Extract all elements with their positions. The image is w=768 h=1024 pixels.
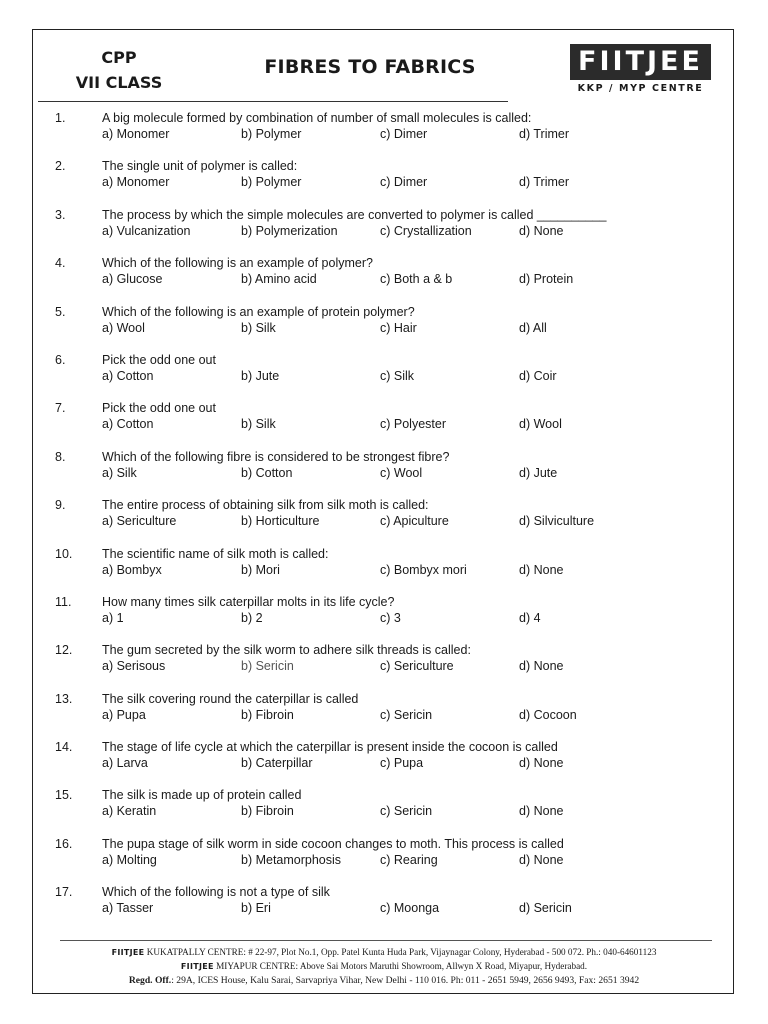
question-text: Which of the following is an example of polymer? [102, 256, 373, 271]
answer-option: d) None [519, 756, 564, 771]
question-number: 11. [55, 594, 72, 609]
question-item [0, 787, 768, 835]
fiitjee-logo: FIITJEE [570, 44, 711, 80]
logo-subtitle: KKP / MYP CENTRE [577, 83, 704, 94]
answer-option: d) Trimer [519, 127, 569, 141]
question-item [0, 352, 768, 400]
answer-option: b) Mori [241, 562, 280, 577]
answer-option: d) All [519, 320, 547, 335]
question-item [0, 594, 768, 642]
question-text: The process by which the simple molecules are converted to polymer is called __________ [102, 207, 607, 222]
answer-option: b) Silk [241, 320, 276, 335]
footer-kukatpally [36, 947, 732, 957]
question-item [0, 884, 768, 932]
answer-option: b) Sericin [241, 659, 294, 674]
question-number: 13. [55, 691, 73, 706]
question-number: 10. [55, 546, 73, 561]
answer-option: c) Dimer [380, 127, 428, 141]
answer-option: b) Fibroin [241, 707, 294, 722]
answer-option: a) Tasser [102, 901, 154, 916]
question-number: 17. [55, 885, 73, 900]
question-item [0, 642, 768, 690]
answer-option: c) Pupa [380, 756, 424, 771]
question-list [0, 110, 768, 933]
answer-option: d) Sericin [519, 901, 572, 916]
answer-option: d) Silviculture [519, 514, 595, 529]
question-number: 2. [55, 159, 66, 174]
question-number: 3. [55, 207, 66, 222]
question-item [0, 110, 768, 158]
answer-option: a) Keratin [102, 804, 157, 819]
answer-option: b) Polymerization [241, 223, 338, 238]
answer-option: b) Horticulture [241, 514, 320, 529]
question-text: A big molecule formed by combination of number of small molecules is called: [102, 111, 532, 125]
answer-option: a) Vulcanization [102, 223, 191, 238]
question-item [0, 255, 768, 303]
question-text: Pick the odd one out [102, 401, 216, 416]
question-item [0, 739, 768, 787]
question-item [0, 836, 768, 884]
answer-option: d) None [519, 659, 564, 674]
question-number: 6. [55, 352, 66, 367]
answer-option: c) Moonga [380, 901, 440, 916]
answer-option: d) Trimer [519, 175, 569, 190]
question-text: The scientific name of silk moth is called: [102, 546, 329, 561]
answer-option: d) Jute [519, 465, 558, 480]
question-text: The pupa stage of silk worm in side cocoon changes to moth. This process is called [102, 836, 564, 851]
question-text: The entire process of obtaining silk from silk moth is called: [102, 498, 429, 513]
question-item [0, 207, 768, 255]
answer-option: c) Wool [380, 465, 423, 480]
question-number: 16. [55, 836, 73, 851]
answer-option: d) Wool [519, 417, 562, 432]
answer-option: a) Sericulture [102, 514, 177, 529]
answer-option: a) Wool [102, 320, 145, 335]
answer-option: a) Bombyx [102, 562, 162, 577]
answer-option: b) Jute [241, 368, 280, 383]
footer-regd-office [36, 975, 732, 986]
answer-option: b) Cotton [241, 465, 293, 480]
question-item [0, 304, 768, 352]
question-number: 15. [55, 788, 73, 803]
footer-regd-label: Regd. Off. [128, 975, 172, 986]
answer-option: b) Silk [241, 417, 276, 432]
answer-option: d) None [519, 804, 564, 819]
footer-kukatpally-address: KUKATPALLY CENTRE: # 22-97, Plot No.1, Opp. Patel Kunta Huda Park, Vijaynagar Colony, Hyderabad - 500 072. Ph.: 040-64601123 [146, 947, 657, 957]
answer-option: c) Bombyx mori [380, 562, 467, 577]
answer-option: a) Glucose [102, 272, 163, 287]
header-divider [38, 101, 508, 102]
answer-option: c) Both a & b [380, 272, 453, 287]
question-text: The stage of life cycle at which the caterpillar is present inside the cocoon is called [102, 740, 558, 755]
answer-option: d) Coir [519, 368, 557, 383]
question-number: 4. [55, 256, 66, 271]
question-text: The silk is made up of protein called [102, 788, 302, 803]
question-number: 9. [55, 498, 66, 513]
answer-option: d) Cocoon [519, 707, 577, 722]
question-text: How many times silk caterpillar molts in its life cycle? [102, 594, 395, 609]
answer-option: c) Dimer [380, 175, 428, 190]
answer-option: a) Larva [102, 756, 148, 771]
answer-option: c) Sericin [380, 804, 433, 819]
answer-option: d) None [519, 852, 564, 867]
answer-option: b) Fibroin [241, 804, 294, 819]
header-class: VII CLASS [75, 73, 163, 92]
question-text: Which of the following fibre is considered to be strongest fibre? [102, 449, 450, 464]
answer-option: c) 3 [380, 610, 401, 625]
question-item [0, 158, 768, 206]
answer-option: c) Hair [380, 320, 417, 335]
answer-option: a) Serisous [102, 659, 166, 674]
question-number: 5. [55, 304, 66, 319]
answer-option: b) Polymer [241, 127, 302, 141]
question-item [0, 691, 768, 739]
answer-option: b) Eri [241, 901, 271, 916]
footer-regd-address: : 29A, ICES House, Kalu Sarai, Sarvapriya Vihar, New Delhi - 110 016. Ph: 011 - 2651 5949, 2656 9493, Fax: 2651 3942 [171, 975, 640, 986]
answer-option: b) Metamorphosis [241, 852, 342, 867]
question-item [0, 497, 768, 545]
answer-option: a) 1 [102, 610, 124, 625]
footer-brand-logo: FIITJEE [180, 962, 214, 971]
answer-option: a) Molting [102, 852, 157, 867]
answer-option: a) Monomer [102, 127, 170, 141]
header-cpp: CPP [101, 48, 137, 67]
answer-option: c) Sericulture [380, 659, 454, 674]
answer-option: a) Cotton [102, 368, 154, 383]
footer-miyapur-address: MIYAPUR CENTRE: Above Sai Motors Maruthi Showroom, Allwyn X Road, Miyapur, Hyderabad. [216, 961, 588, 971]
footer-miyapur [36, 961, 732, 971]
question-text: Pick the odd one out [102, 352, 216, 367]
footer-divider [60, 940, 712, 941]
question-item [0, 400, 768, 448]
question-number: 7. [55, 401, 66, 416]
answer-option: b) Amino acid [241, 272, 317, 287]
question-item [0, 449, 768, 497]
answer-option: a) Cotton [102, 417, 154, 432]
page-title: FIBRES TO FABRICS [264, 56, 476, 78]
question-text: Which of the following is not a type of silk [102, 885, 330, 900]
answer-option: c) Apiculture [380, 514, 449, 529]
answer-option: b) Polymer [241, 175, 302, 190]
answer-option: b) 2 [241, 610, 263, 625]
question-number: 12. [55, 643, 73, 658]
question-number: 1. [55, 111, 66, 125]
question-text: The gum secreted by the silk worm to adhere silk threads is called: [102, 643, 471, 658]
question-number: 14. [55, 740, 73, 755]
answer-option: c) Sericin [380, 707, 433, 722]
answer-option: a) Pupa [102, 707, 146, 722]
question-text: The silk covering round the caterpillar is called [102, 691, 359, 706]
answer-option: a) Silk [102, 465, 137, 480]
question-number: 8. [55, 449, 66, 464]
answer-option: d) 4 [519, 610, 541, 625]
answer-option: c) Polyester [380, 417, 446, 432]
answer-option: c) Silk [380, 368, 415, 383]
question-text: The single unit of polymer is called: [102, 159, 298, 174]
answer-option: c) Crystallization [380, 223, 472, 238]
answer-option: d) Protein [519, 272, 574, 287]
answer-option: b) Caterpillar [241, 756, 313, 771]
answer-option: d) None [519, 223, 564, 238]
answer-option: d) None [519, 562, 564, 577]
answer-option: a) Monomer [102, 175, 170, 190]
answer-option: c) Rearing [380, 852, 438, 867]
footer-brand-logo: FIITJEE [111, 948, 145, 957]
question-item [0, 546, 768, 594]
question-text: Which of the following is an example of protein polymer? [102, 304, 415, 319]
